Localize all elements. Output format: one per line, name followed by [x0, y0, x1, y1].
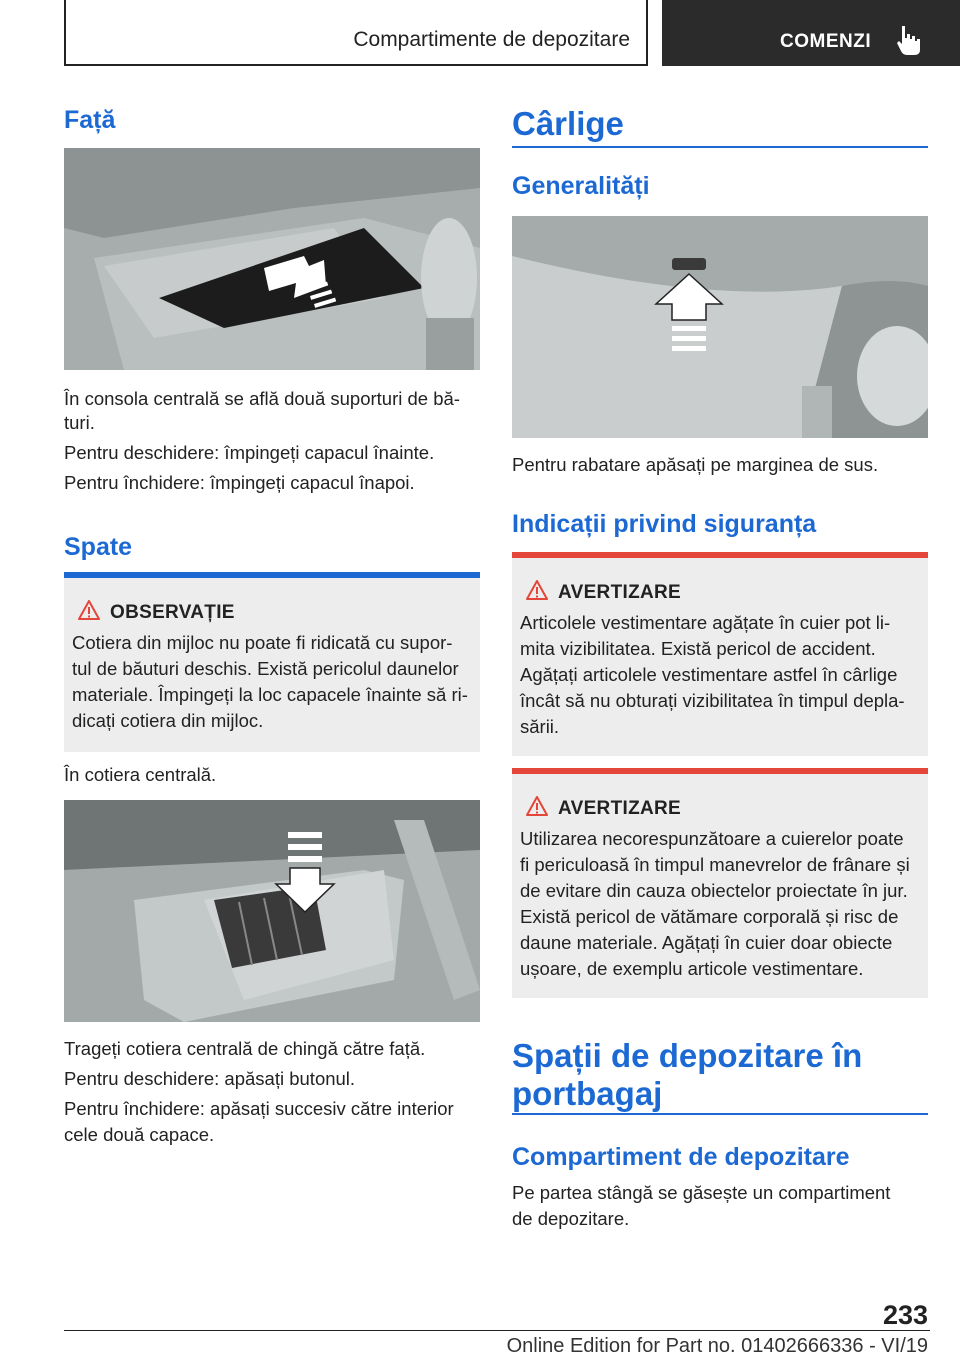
warning-2-line-6: ușoare, de exemplu articole vestimentare.: [520, 958, 864, 979]
footer-rule: [64, 1330, 930, 1331]
heading-front: Față: [64, 106, 116, 134]
rule-hooks: [512, 146, 928, 148]
heading-compartment: Compartiment de depozitare: [512, 1143, 850, 1171]
warning-1-line-4: încât să nu obturați vizibilitatea în timpul depla‐: [520, 690, 905, 711]
heading-trunk-line-1: Spații de depozitare în: [512, 1037, 863, 1074]
warning-1-title: AVERTIZARE: [558, 582, 681, 603]
notice-title: OBSERVAȚIE: [110, 602, 235, 623]
rear-paragraph-3a: Pentru închidere: apăsați succesiv către interior: [64, 1098, 454, 1119]
warning-1-line-3: Agățați articolele vestimentare astfel în cârlige: [520, 664, 898, 685]
header-chapter-label: COMENZI: [780, 31, 872, 52]
header-section-title: Compartimente de depozitare: [353, 28, 630, 51]
photo-rear-armrest: [64, 800, 480, 1022]
warning-2-line-1: Utilizarea necorespunzătoare a cuierelor poate: [520, 828, 904, 849]
page-number: 233: [882, 1300, 928, 1330]
notice-line-4: dicați cotiera din mijloc.: [72, 710, 264, 731]
rear-paragraph-2: Pentru deschidere: apăsați butonul.: [64, 1068, 356, 1089]
warning-1-line-1: Articolele vestimentare agățate în cuier pot li‐: [520, 612, 891, 633]
compartment-line-1: Pe partea stângă se găsește un compartiment: [512, 1182, 891, 1203]
warning-2-line-4: Există pericol de vătămare corporală și risc de: [520, 906, 899, 927]
rear-paragraph-3b: cele două capace.: [64, 1124, 215, 1145]
photo-center-console-cupholder: [64, 148, 480, 370]
notice-box: [64, 578, 480, 752]
warning-2-title: AVERTIZARE: [558, 798, 681, 819]
front-paragraph-1a: În consola centrală se află două suporturi de bă‐: [64, 388, 460, 409]
warning-1-line-5: sării.: [520, 716, 560, 737]
general-text: Pentru rabatare apăsați pe marginea de sus.: [512, 454, 879, 475]
footer-edition-text: Online Edition for Part no. 01402666336 - VI/19: [506, 1335, 928, 1357]
warning-box-1: [512, 558, 928, 756]
front-paragraph-2: Pentru deschidere: împingeți capacul înainte.: [64, 442, 435, 463]
warning-2-line-3: de evitare din cauza obiectelor proiectate în jur.: [520, 880, 908, 901]
heading-general: Generalități: [512, 172, 650, 200]
warning-box-2: [512, 774, 928, 998]
heading-safety: Indicații privind siguranța: [512, 510, 817, 538]
heading-rear: Spate: [64, 533, 133, 561]
warning-2-line-5: daune materiale. Agățați în cuier doar obiecte: [520, 932, 893, 953]
warning-2-line-2: fi periculoasă în timpul manevrelor de frânare și: [520, 854, 910, 875]
warning-triangle-icon: [78, 600, 100, 620]
compartment-line-2: de depozitare.: [512, 1208, 630, 1229]
notice-line-2: tul de băuturi deschis. Există pericolul daunelor: [72, 658, 459, 679]
front-paragraph-3: Pentru închidere: împingeți capacul înapoi.: [64, 472, 415, 493]
warning-1-line-2: mita vizibilitatea. Există pericol de accident.: [520, 638, 876, 659]
warning-triangle-icon: [526, 796, 548, 816]
rear-paragraph-1: Trageți cotiera centrală de chingă către față.: [64, 1038, 426, 1059]
notice-line-1: Cotiera din mijloc nu poate fi ridicată cu supor‐: [72, 632, 453, 653]
header-section-frame: [64, 0, 648, 66]
header-chapter-tab[interactable]: [662, 0, 960, 66]
heading-hooks: Cârlige: [512, 105, 624, 142]
photo-coat-hook: [512, 216, 928, 438]
warning-triangle-icon: [526, 580, 548, 600]
rule-trunk: [512, 1113, 928, 1115]
armrest-intro: În cotiera centrală.: [64, 764, 217, 785]
front-paragraph-1b: turi.: [64, 412, 95, 433]
pointing-hand-icon: [896, 24, 922, 56]
notice-line-3: materiale. Împingeți la loc capacele înainte să ri‐: [72, 684, 468, 705]
heading-trunk-line-2: portbagaj: [512, 1075, 663, 1112]
